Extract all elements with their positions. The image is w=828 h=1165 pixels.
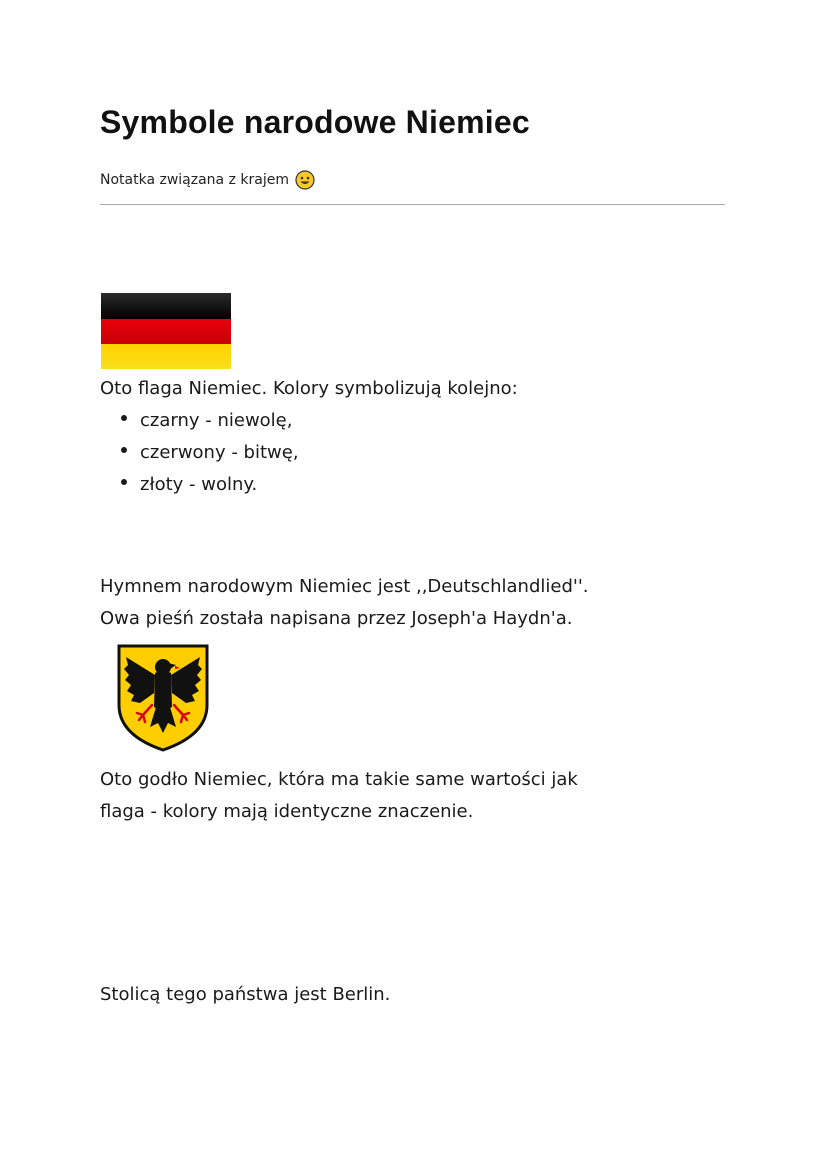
flag-color-list xyxy=(118,405,299,501)
coat-of-arms-line-1: Oto godło Niemiec, która ma takie same wartości jak xyxy=(100,769,578,790)
german-flag-icon xyxy=(101,293,231,369)
subtitle xyxy=(100,170,315,190)
list-item: czarny - niewolę, xyxy=(118,405,299,437)
subtitle-text: Notatka związana z krajem xyxy=(100,172,289,188)
coat-of-arms-line-2: flaga - kolory mają identyczne znaczenie. xyxy=(100,801,474,822)
divider xyxy=(100,204,725,205)
list-item: czerwony - bitwę, xyxy=(118,437,299,469)
smiley-face-icon xyxy=(295,170,315,190)
german-eagle-coat-of-arms-icon xyxy=(116,643,210,753)
capital-sentence: Stolicą tego państwa jest Berlin. xyxy=(100,984,391,1005)
anthem-line-1: Hymnem narodowym Niemiec jest ,,Deutschlandlied''. xyxy=(100,576,589,597)
list-item: złoty - wolny. xyxy=(118,469,299,501)
anthem-line-2: Owa pieśń została napisana przez Joseph'a Haydn'a. xyxy=(100,608,573,629)
page-title: Symbole narodowe Niemiec xyxy=(100,104,530,140)
flag-description: Oto flaga Niemiec. Kolory symbolizują kolejno: xyxy=(100,378,518,399)
